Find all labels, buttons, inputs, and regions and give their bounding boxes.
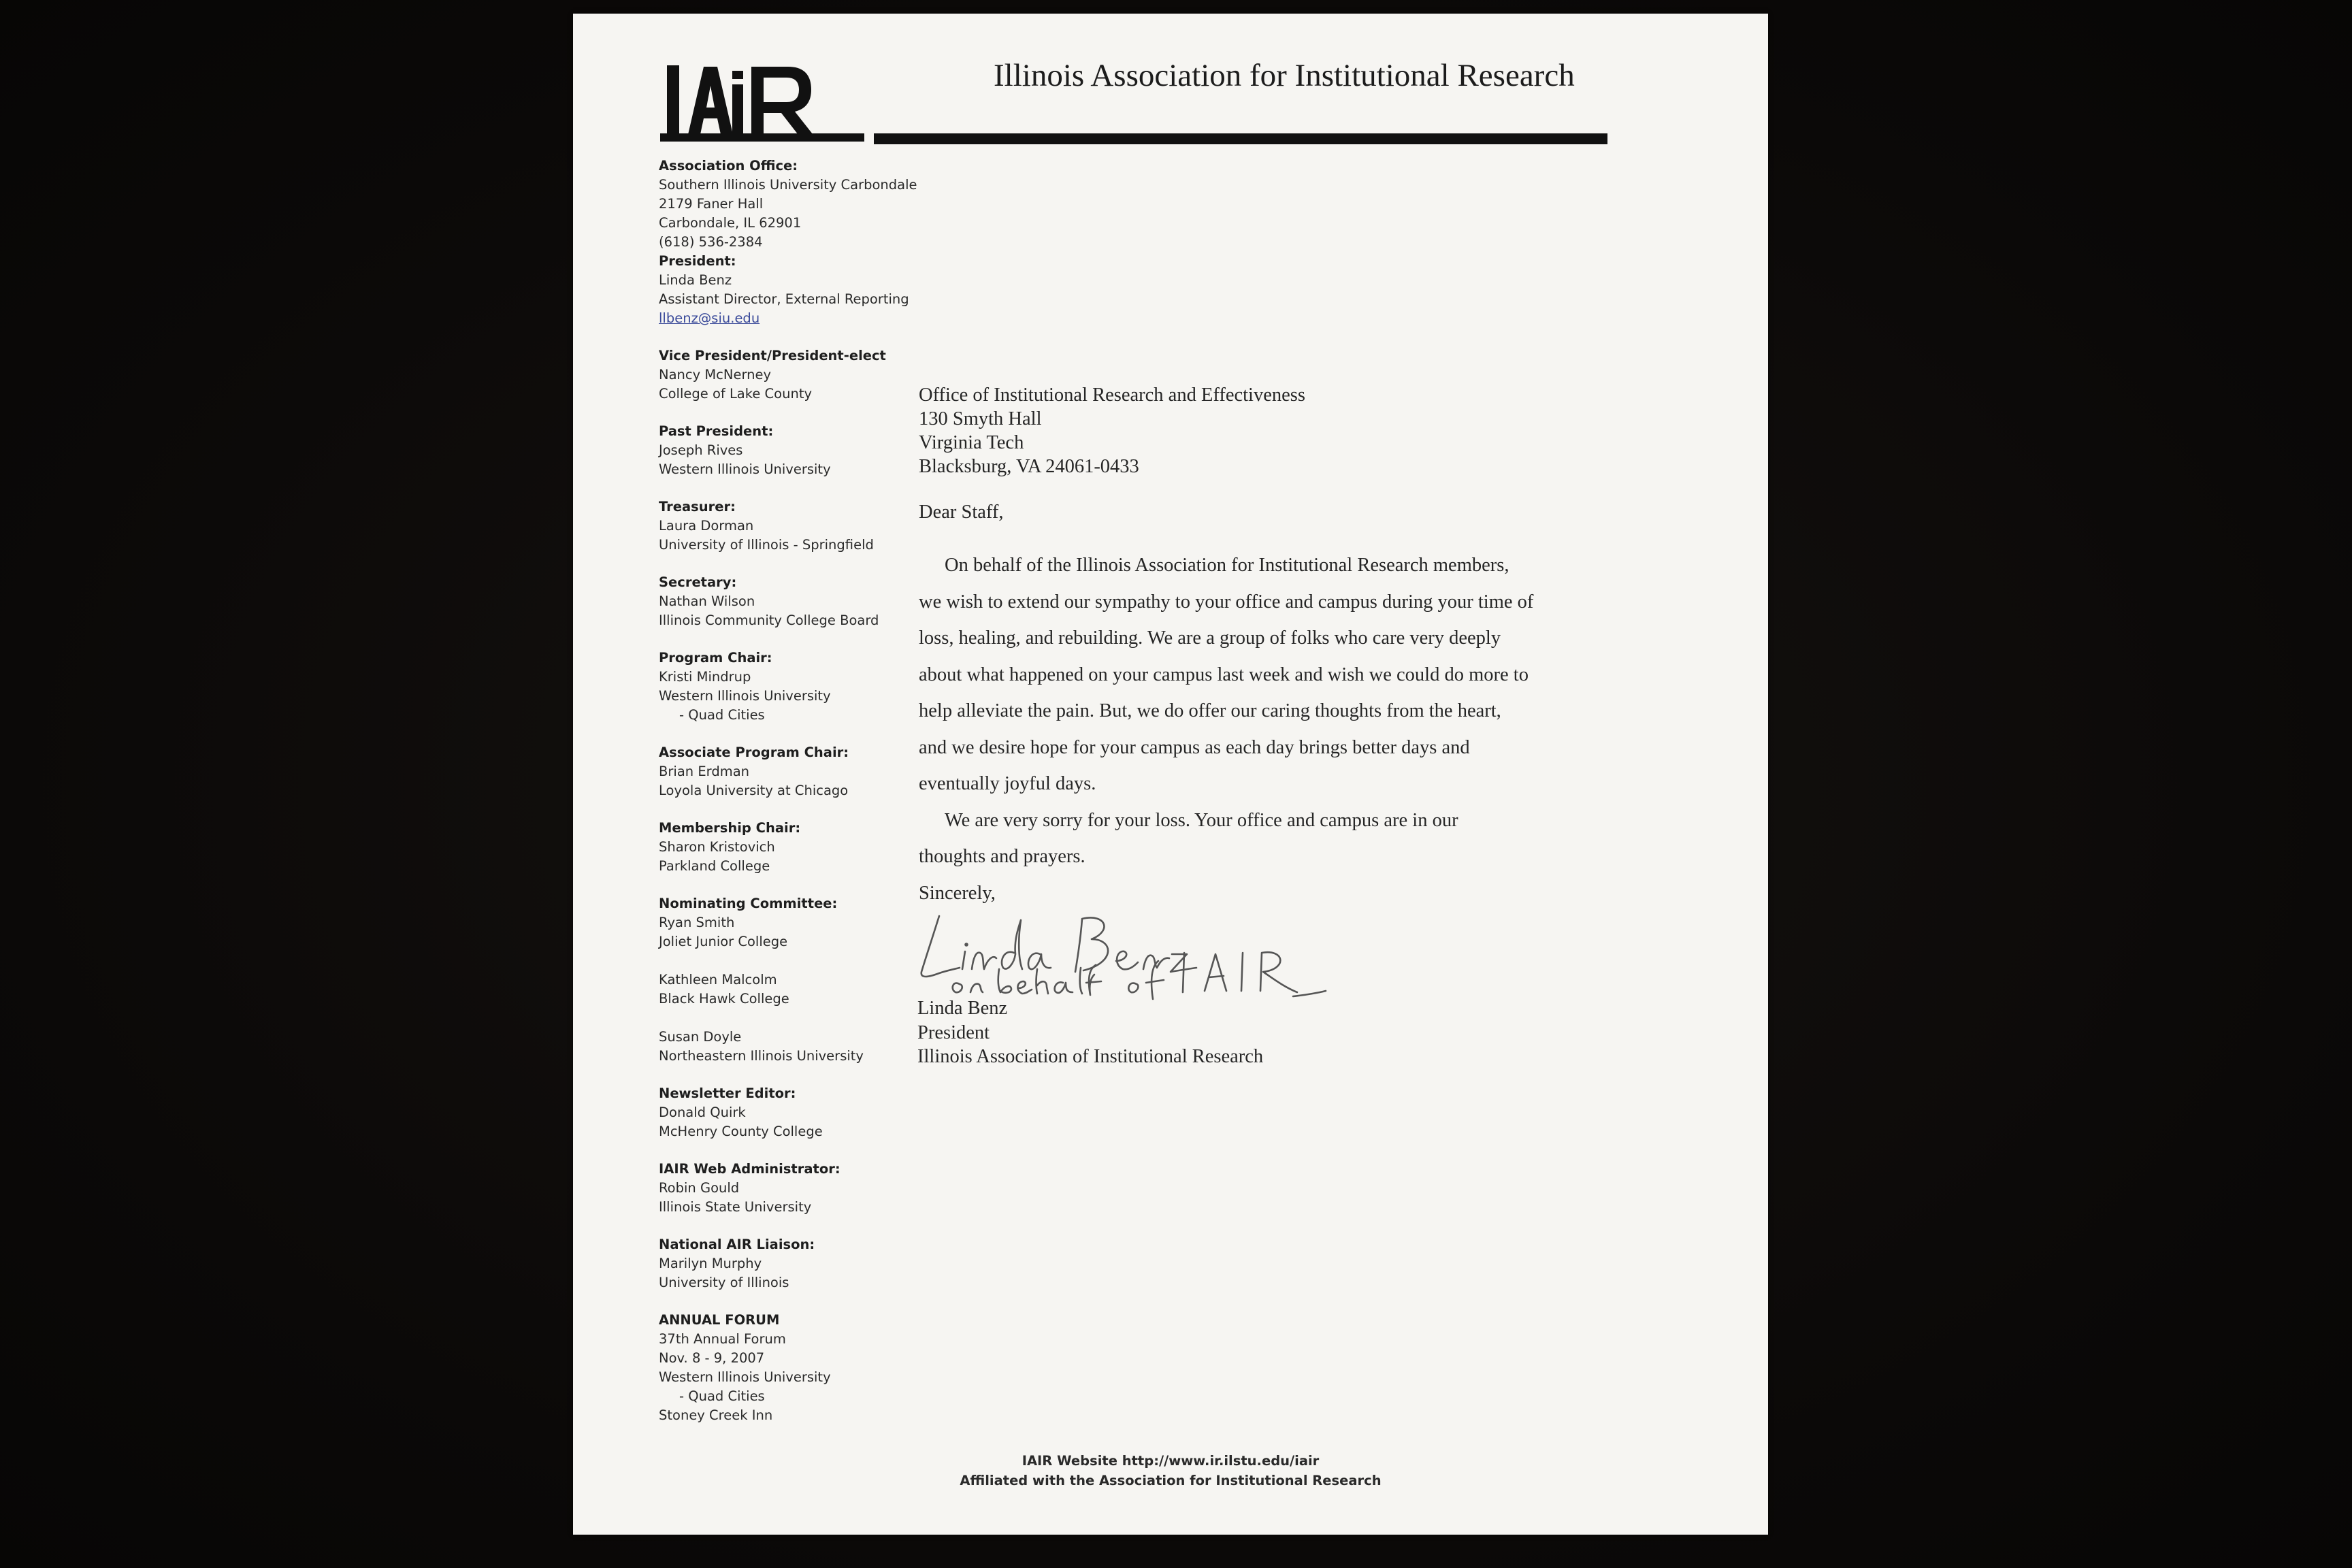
assoc-program-chair-heading: Associate Program Chair: — [659, 745, 849, 760]
paragraph-line: and we desire hope for your campus as each day brings better days and — [919, 736, 1470, 758]
treasurer-heading: Treasurer: — [659, 499, 736, 514]
president-email-link[interactable]: llbenz@siu.edu — [659, 310, 760, 326]
program-chair-name: Kristi Mindrup — [659, 669, 751, 685]
salutation: Dear Staff, — [919, 502, 1004, 523]
newsletter-editor-block — [659, 1084, 972, 1141]
paragraph-line: loss, healing, and rebuilding. We are a group of folks who care very deeply — [919, 627, 1501, 649]
signer-block — [917, 996, 1263, 1069]
newsletter-editor-heading: Newsletter Editor: — [659, 1085, 796, 1101]
office-line: 2179 Faner Hall — [659, 196, 764, 212]
nominating-member-name: Susan Doyle — [659, 1029, 742, 1045]
letter-body — [919, 383, 1613, 911]
paragraph-line: On behalf of the Illinois Association for Institutional Research members, — [945, 555, 1509, 576]
association-office — [659, 157, 972, 252]
web-admin-name: Robin Gould — [659, 1180, 740, 1196]
nominating-heading: Nominating Committee: — [659, 896, 838, 911]
office-phone: (618) 536-2384 — [659, 234, 763, 250]
annual-forum-campus: - Quad Cities — [679, 1388, 765, 1404]
iair-logo — [660, 50, 864, 146]
header-rule — [874, 133, 1607, 144]
nominating-member-name: Ryan Smith — [659, 915, 735, 930]
nominating-member-affiliation: Black Hawk College — [659, 991, 789, 1007]
web-admin-block — [659, 1160, 972, 1217]
air-liaison-affiliation: University of Illinois — [659, 1275, 789, 1290]
nominating-member-name: Kathleen Malcolm — [659, 972, 777, 987]
air-liaison-block — [659, 1235, 972, 1292]
paragraph-line: help alleviate the pain. But, we do offer our caring thoughts from the heart, — [919, 700, 1501, 721]
program-chair-heading: Program Chair: — [659, 650, 772, 666]
recipient-address — [919, 383, 1613, 478]
website-line: IAIR Website http://www.ir.ilstu.edu/iair — [1022, 1453, 1320, 1469]
secretary-affiliation: Illinois Community College Board — [659, 612, 879, 628]
annual-forum-heading: ANNUAL FORUM — [659, 1312, 780, 1328]
assoc-program-chair-affiliation: Loyola University at Chicago — [659, 783, 849, 798]
paragraph-line: eventually joyful days. — [919, 773, 1096, 794]
program-chair-affiliation: Western Illinois University — [659, 688, 831, 704]
president-title: Assistant Director, External Reporting — [659, 291, 909, 307]
secretary-name: Nathan Wilson — [659, 593, 755, 609]
assoc-program-chair-name: Brian Erdman — [659, 764, 749, 779]
address-line: Blacksburg, VA 24061-0433 — [919, 456, 1139, 477]
address-line: 130 Smyth Hall — [919, 408, 1042, 429]
annual-forum-venue: Stoney Creek Inn — [659, 1407, 773, 1423]
newsletter-editor-name: Donald Quirk — [659, 1105, 746, 1120]
nominating-member-affiliation: Northeastern Illinois University — [659, 1048, 864, 1064]
affiliation-line: Affiliated with the Association for Institutional Research — [960, 1473, 1382, 1488]
program-chair-campus: - Quad Cities — [679, 707, 765, 723]
annual-forum-block — [659, 1311, 972, 1425]
address-line: Office of Institutional Research and Effectiveness — [919, 385, 1305, 406]
office-line: Carbondale, IL 62901 — [659, 215, 802, 231]
paragraph-line: we wish to extend our sympathy to your office and campus during your time of — [919, 591, 1534, 612]
annual-forum-host: Western Illinois University — [659, 1369, 831, 1385]
web-admin-affiliation: Illinois State University — [659, 1199, 812, 1215]
paragraph-line: We are very sorry for your loss. Your office and campus are in our — [945, 809, 1458, 831]
annual-forum-title: 37th Annual Forum — [659, 1331, 786, 1347]
handwritten-signature — [912, 904, 1375, 1006]
secretary-heading: Secretary: — [659, 574, 737, 590]
president-name: Linda Benz — [659, 272, 732, 288]
signer-organization: Illinois Association of Institutional Research — [917, 1046, 1264, 1067]
air-liaison-heading: National AIR Liaison: — [659, 1237, 815, 1252]
air-liaison-name: Marilyn Murphy — [659, 1256, 762, 1271]
organization-title: Illinois Association for Institutional Research — [994, 58, 1575, 93]
president-heading: President: — [659, 253, 736, 269]
letter-paragraphs — [919, 547, 1613, 911]
treasurer-name: Laura Dorman — [659, 518, 754, 534]
letterhead-page — [573, 14, 1768, 1535]
paragraph-line: about what happened on your campus last week and wish we could do more to — [919, 664, 1529, 685]
membership-chair-affiliation: Parkland College — [659, 858, 770, 874]
past-president-affiliation: Western Illinois University — [659, 461, 831, 477]
past-president-heading: Past President: — [659, 423, 774, 439]
newsletter-editor-affiliation: McHenry County College — [659, 1124, 823, 1139]
membership-chair-name: Sharon Kristovich — [659, 839, 775, 855]
office-heading: Association Office: — [659, 158, 798, 174]
address-line: Virginia Tech — [919, 432, 1024, 453]
past-president-name: Joseph Rives — [659, 442, 743, 458]
vice-president-heading: Vice President/President-elect — [659, 348, 886, 363]
annual-forum-dates: Nov. 8 - 9, 2007 — [659, 1350, 765, 1366]
president-block — [659, 252, 972, 328]
treasurer-affiliation: University of Illinois - Springfield — [659, 537, 874, 553]
vice-president-affiliation: College of Lake County — [659, 386, 813, 402]
signer-name: Linda Benz — [917, 998, 1008, 1019]
closing: Sincerely, — [919, 882, 996, 904]
nominating-member-affiliation: Joliet Junior College — [659, 934, 788, 949]
paragraph-line: thoughts and prayers. — [919, 846, 1085, 867]
web-admin-heading: IAIR Web Administrator: — [659, 1161, 840, 1177]
membership-chair-heading: Membership Chair: — [659, 820, 801, 836]
vice-president-name: Nancy McNerney — [659, 367, 772, 382]
office-line: Southern Illinois University Carbondale — [659, 177, 917, 193]
letterhead-footer — [573, 1451, 1768, 1490]
signer-title: President — [917, 1022, 990, 1043]
